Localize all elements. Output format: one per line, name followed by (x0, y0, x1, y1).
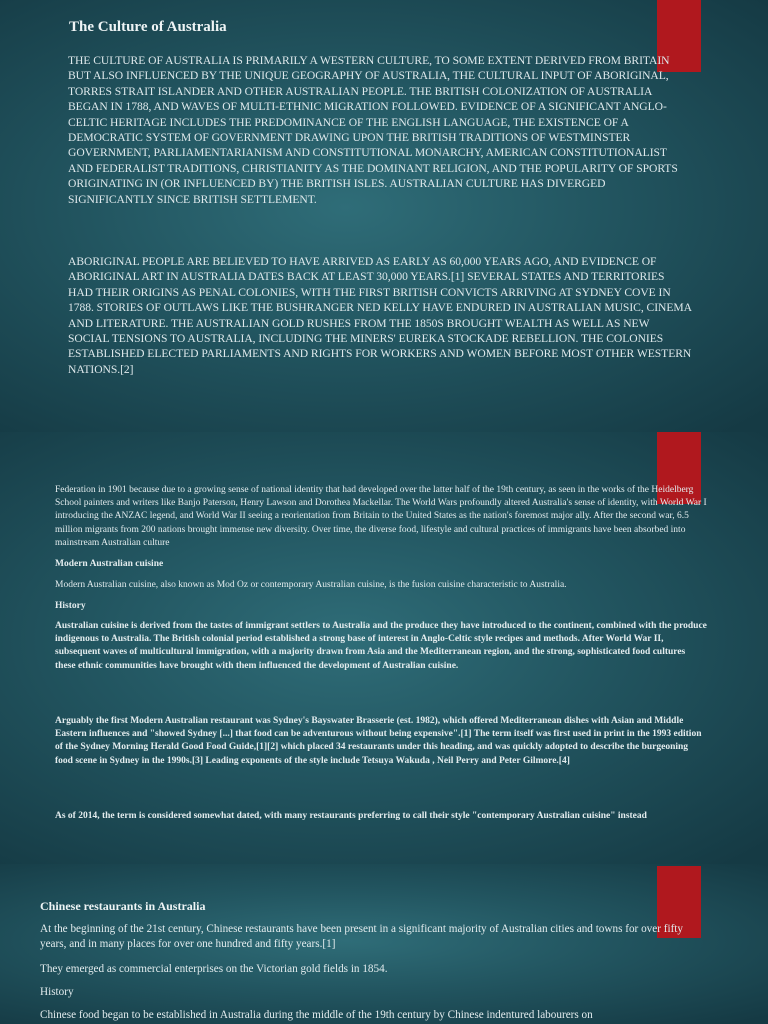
paragraph: Federation in 1901 because due to a growing sense of national identity that had developed over the latter half of the 19th century, as seen in the works of the Heidelberg School painters and writers like Banjo Paterson, Henry Lawson and Dorothea Mackellar. The World Wars profoundly altered Australia's sense of identity, with World War I introducing the ANZAC legend, and World War II seeing a reorientation from Britain to the United States as the nation's foremost major ally. After the second war, 6.5 million migrants from 200 nations brought immense new diversity. Over time, the diverse food, lifestyle and cultural practices of immigrants have been absorbed into mainstream Australian culture (55, 485, 707, 548)
paragraph: ABORIGINAL PEOPLE ARE BELIEVED TO HAVE ARRIVED AS EARLY AS 60,000 YEARS AGO, AND EVIDENCE OF ABORIGINAL ART IN AUSTRALIA DATES BACK AT LEAST 30,000 YEARS.[1] SEVERAL STATES AND TERRITORIES HAD THEIR ORIGINS AS PENAL COLONIES, WITH THE FIRST BRITISH CONVICTS ARRIVING AT SYDNEY COVE IN 1788. STORIES OF OUTLAWS LIKE THE BUSHRANGER NED KELLY HAVE ENDURED IN AUSTRALIAN MUSIC, CINEMA AND LITERATURE. THE AUSTRALIAN GOLD RUSHES FROM THE 1850S BROUGHT WEALTH AS WELL AS NEW SOCIAL TENSIONS TO AUSTRALIA, INCLUDING THE MINERS' EUREKA STOCKADE REBELLION. THE COLONIES ESTABLISHED ELECTED PARLIAMENTS AND RIGHTS FOR WORKERS AND WOMEN BEFORE MOST OTHER WESTERN NATIONS.[2] (68, 255, 692, 376)
slide-culture-of-australia (0, 0, 768, 432)
paragraph: Australian cuisine is derived from the tastes of immigrant settlers to Australia and the produce they have introduced to the continent, combined with the produce indigenous to Australia. The British colonial period established a strong base of interest in Anglo-Celtic style recipes and methods. After World War II, subsequent waves of multicultural immigration, with a majority drawn from Asia and the Mediterranean region, and the strong, sophisticated food cultures these ethnic communities have brought with them influenced the development of Australian cuisine. (55, 621, 707, 671)
slide-modern-australian-cuisine (0, 432, 768, 864)
slide-title: Chinese restaurants in Australia (40, 899, 206, 913)
slide-chinese-restaurants (0, 864, 768, 1024)
paragraph: At the beginning of the 21st century, Chinese restaurants have been present in a significant majority of Australian cities and towns for over fifty years, and in many places for over one hundred and fifty years.[1] (40, 923, 684, 951)
section-heading: History (55, 601, 86, 611)
paragraph: As of 2014, the term is considered somewhat dated, with many restaurants preferring to call their style "contemporary Australian cuisine" instead (55, 811, 647, 821)
paragraph: Chinese food began to be established in Australia during the middle of the 19th century by Chinese indentured labourers on (40, 1009, 593, 1021)
paragraph: THE CULTURE OF AUSTRALIA IS PRIMARILY A WESTERN CULTURE, TO SOME EXTENT DERIVED FROM BRITAIN BUT ALSO INFLUENCED BY THE UNIQUE GEOGRAPHY OF AUSTRALIA, THE CULTURAL INPUT OF ABORIGINAL, TORRES STRAIT ISLANDER AND OTHER AUSTRALIAN PEOPLE. THE BRITISH COLONIZATION OF AUSTRALIA BEGAN IN 1788, AND WAVES OF MULTI-ETHNIC MIGRATION FOLLOWED. EVIDENCE OF A SIGNIFICANT ANGLO-CELTIC HERITAGE INCLUDES THE PREDOMINANCE OF THE ENGLISH LANGUAGE, THE EXISTENCE OF A DEMOCRATIC SYSTEM OF GOVERNMENT DRAWING UPON THE BRITISH TRADITIONS OF WESTMINSTER GOVERNMENT, PARLIAMENTARIANISM AND CONSTITUTIONAL MONARCHY, AMERICAN CONSTITUTIONALIST AND FEDERALIST TRADITIONS, CHRISTIANITY AS THE DOMINANT RELIGION, AND THE POPULARITY OF SPORTS ORIGINATING IN (OR INFLUENCED BY) THE BRITISH ISLES. AUSTRALIAN CULTURE HAS DIVERGED SIGNIFICANTLY SINCE BRITISH SETTLEMENT. (68, 54, 678, 206)
slide-title: The Culture of Australia (69, 19, 227, 35)
section-heading: Modern Australian cuisine (55, 559, 164, 569)
paragraph: Arguably the first Modern Australian restaurant was Sydney's Bayswater Brasserie (est. 1982), which offered Mediterranean dishes with Asian and Middle Eastern influences and "showed Sydney [...] that food can be adventurous without being expensive".[1] The term itself was first used in print in the 1993 edition of the Sydney Morning Herald Good Food Guide,[1][2] which placed 34 restaurants under this heading, and was quickly adopted to describe the burgeoning food scene in Sydney in the 1990s.[3] Leading exponents of the style include Tetsuya Wakuda , Neil Perry and Peter Gilmore.[4] (55, 716, 702, 766)
paragraph: They emerged as commercial enterprises on the Victorian gold fields in 1854. (40, 963, 388, 975)
paragraph: Modern Australian cuisine, also known as Mod Oz or contemporary Australian cuisine, is the fusion cuisine characteristic to Australia. (55, 580, 567, 590)
section-heading: History (40, 986, 74, 998)
